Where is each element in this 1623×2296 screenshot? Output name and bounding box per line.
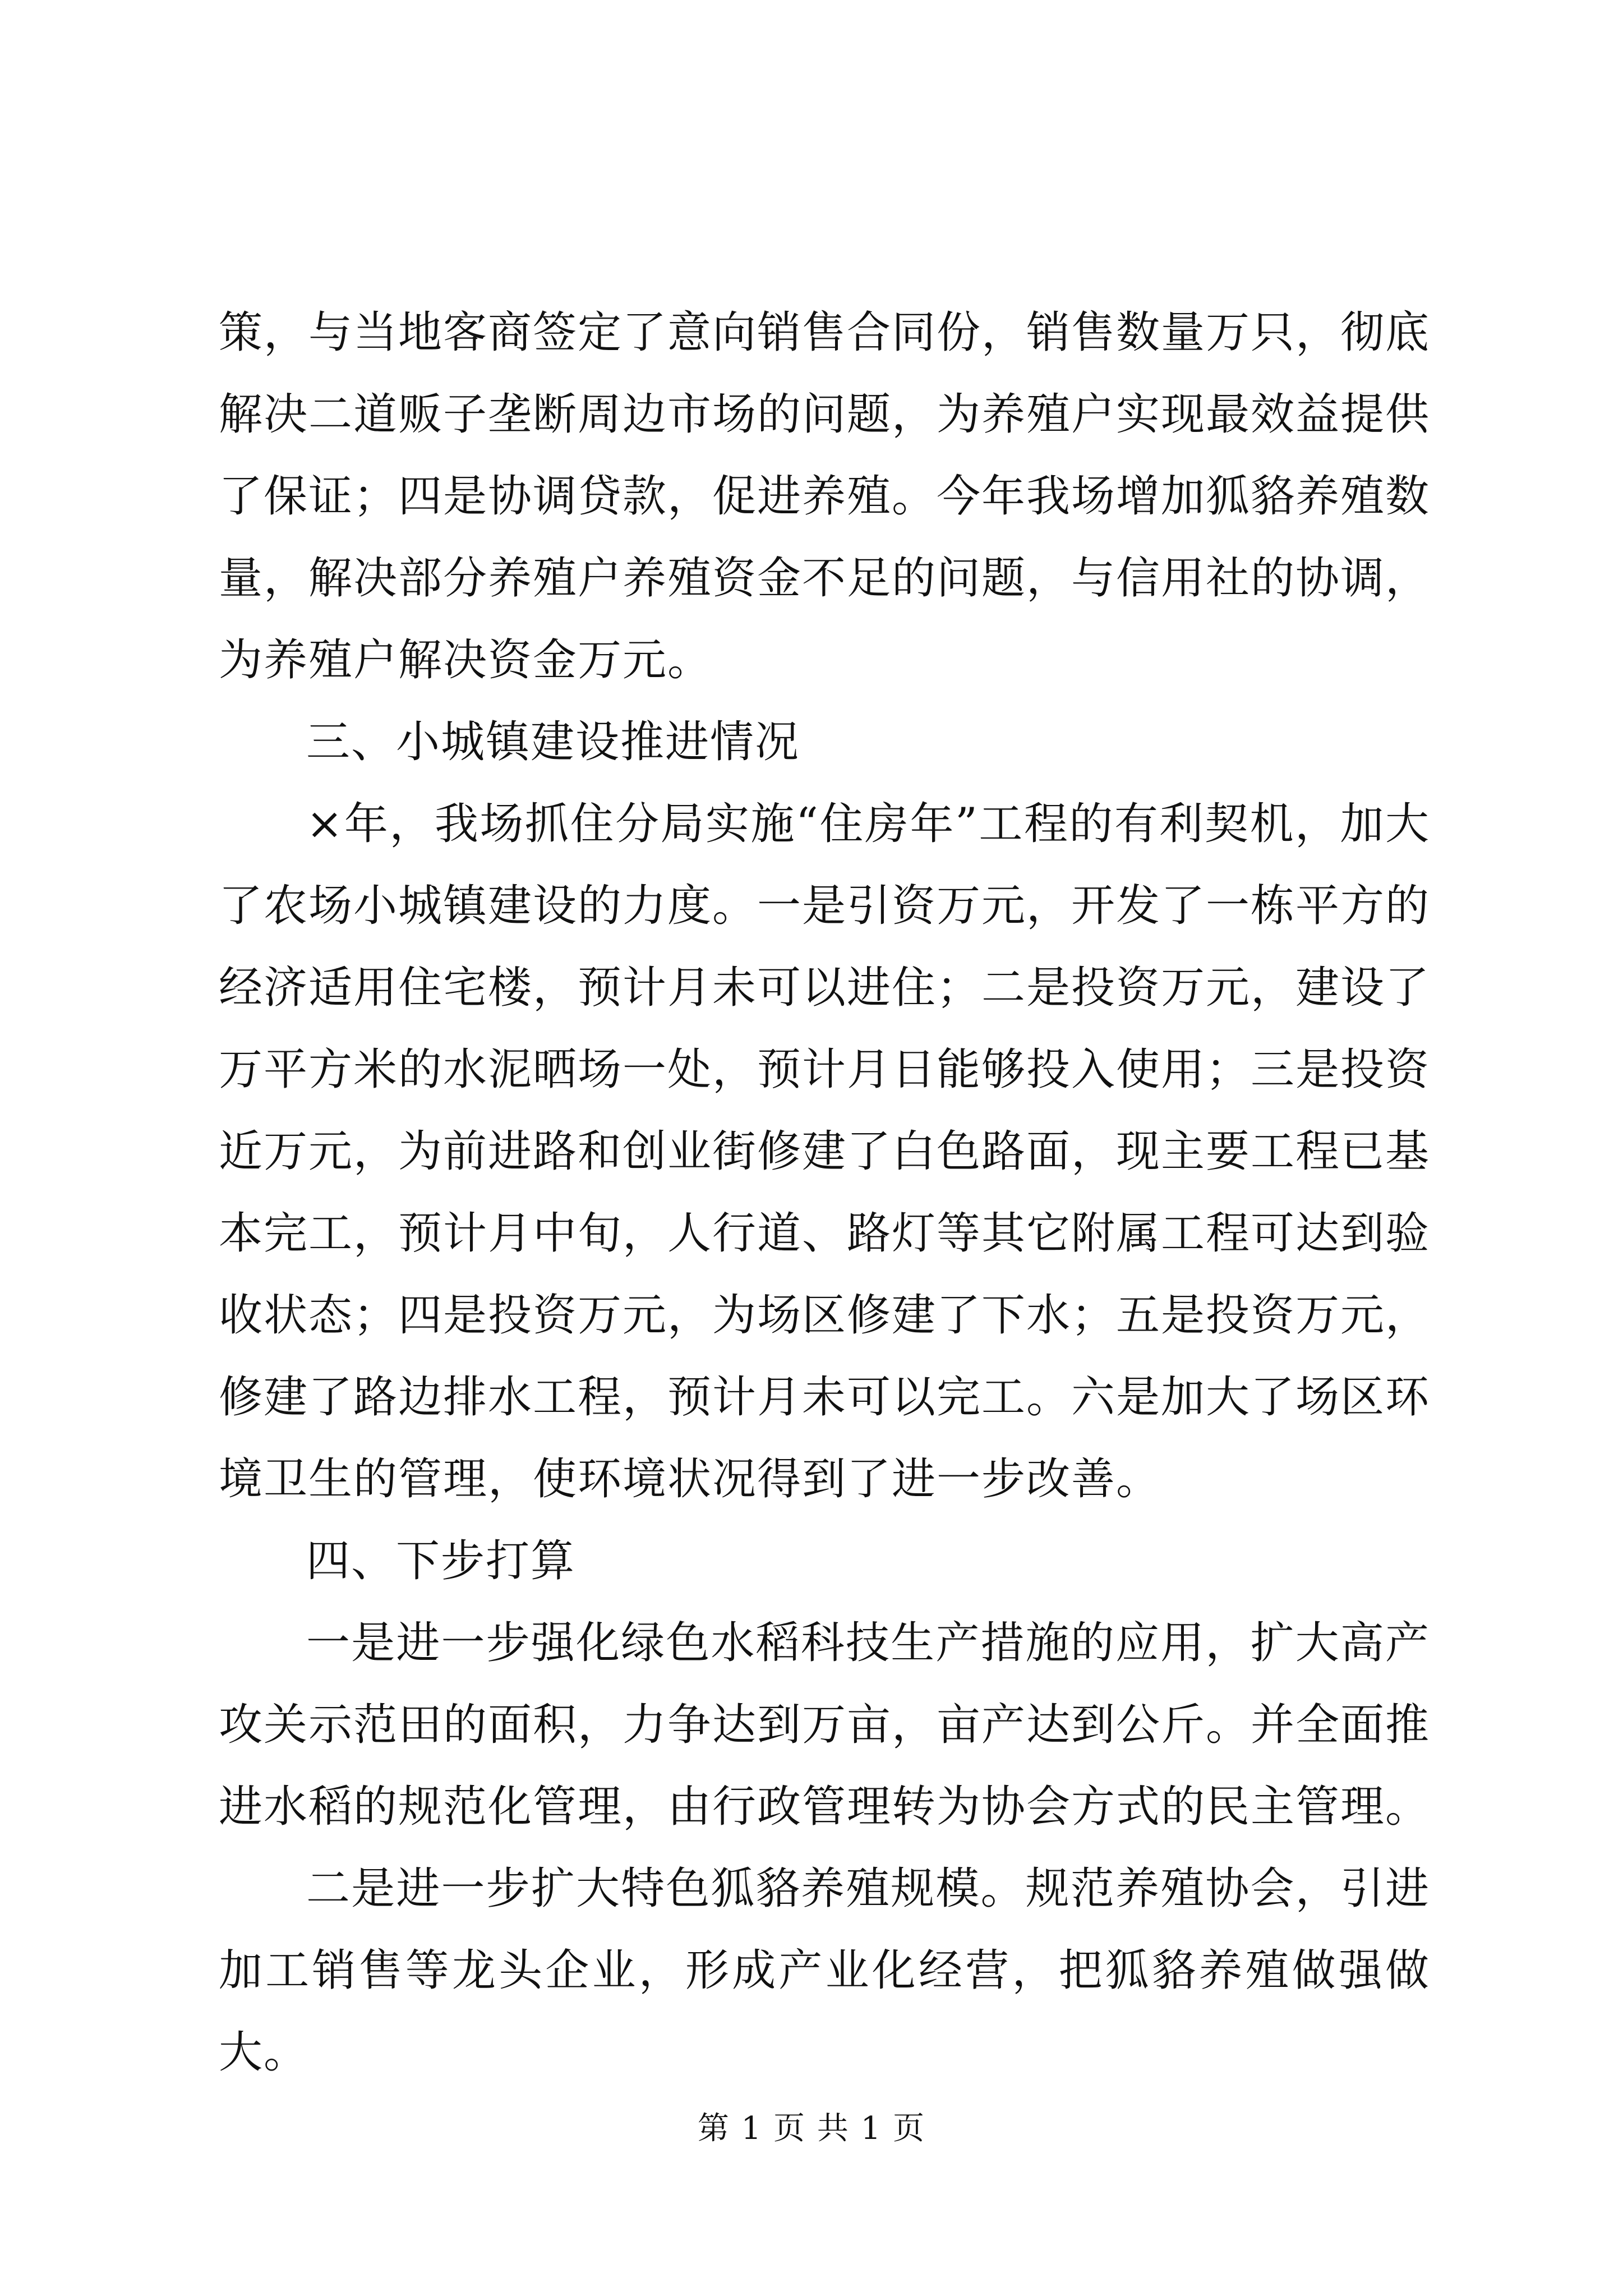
document-body — [219, 292, 1430, 2093]
paragraph-plan-one: 一是进一步强化绿色水稻科技生产措施的应用，扩大高产攻关示范田的面积，力争达到万亩，亩产达到公斤。并全面推进水稻的规范化管理，由行政管理转为协会方式的民主管理。 — [219, 1618, 1431, 1832]
page-number-footer: 第 1 页 共 1 页 — [697, 2110, 926, 2147]
section-heading-four: 四、下步打算 — [306, 1536, 576, 1586]
paragraph-plan-two: 二是进一步扩大特色狐貉养殖规模。规范养殖协会，引进加工销售等龙头企业，形成产业化经营，把狐貉养殖做强做大。 — [219, 1864, 1430, 2078]
paragraph-town-construction: ×年，我场抓住分局实施“住房年”工程的有利契机，加大了农场小城镇建设的力度。一是引资万元，开发了一栋平方的经济适用住宅楼，预计月未可以进住；二是投资万元，建设了万平方米的水泥晒场一处，预计月日能够投入使用；三是投资近万元，为前进路和创业街修建了白色路面，现主要工程已基本完工，预计月中旬，人行道、路灯等其它附属工程可达到验收状态；四是投资万元，为场区修建了下水；五是投资万元，修建了路边排水工程，预计月未可以完工。六是加大了场区环境卫生的管理，使环境状况得到了进一步改善。 — [219, 799, 1431, 1504]
section-heading-three: 三、小城镇建设推进情况 — [306, 717, 800, 767]
paragraph-continuation: 策，与当地客商签定了意向销售合同份，销售数量万只，彻底解决二道贩子垄断周边市场的问题，为养殖户实现最效益提供了保证；四是协调贷款，促进养殖。今年我场增加狐貉养殖数量，解决部分养殖户养殖资金不足的问题，与信用社的协调，为养殖户解决资金万元。 — [219, 307, 1431, 685]
